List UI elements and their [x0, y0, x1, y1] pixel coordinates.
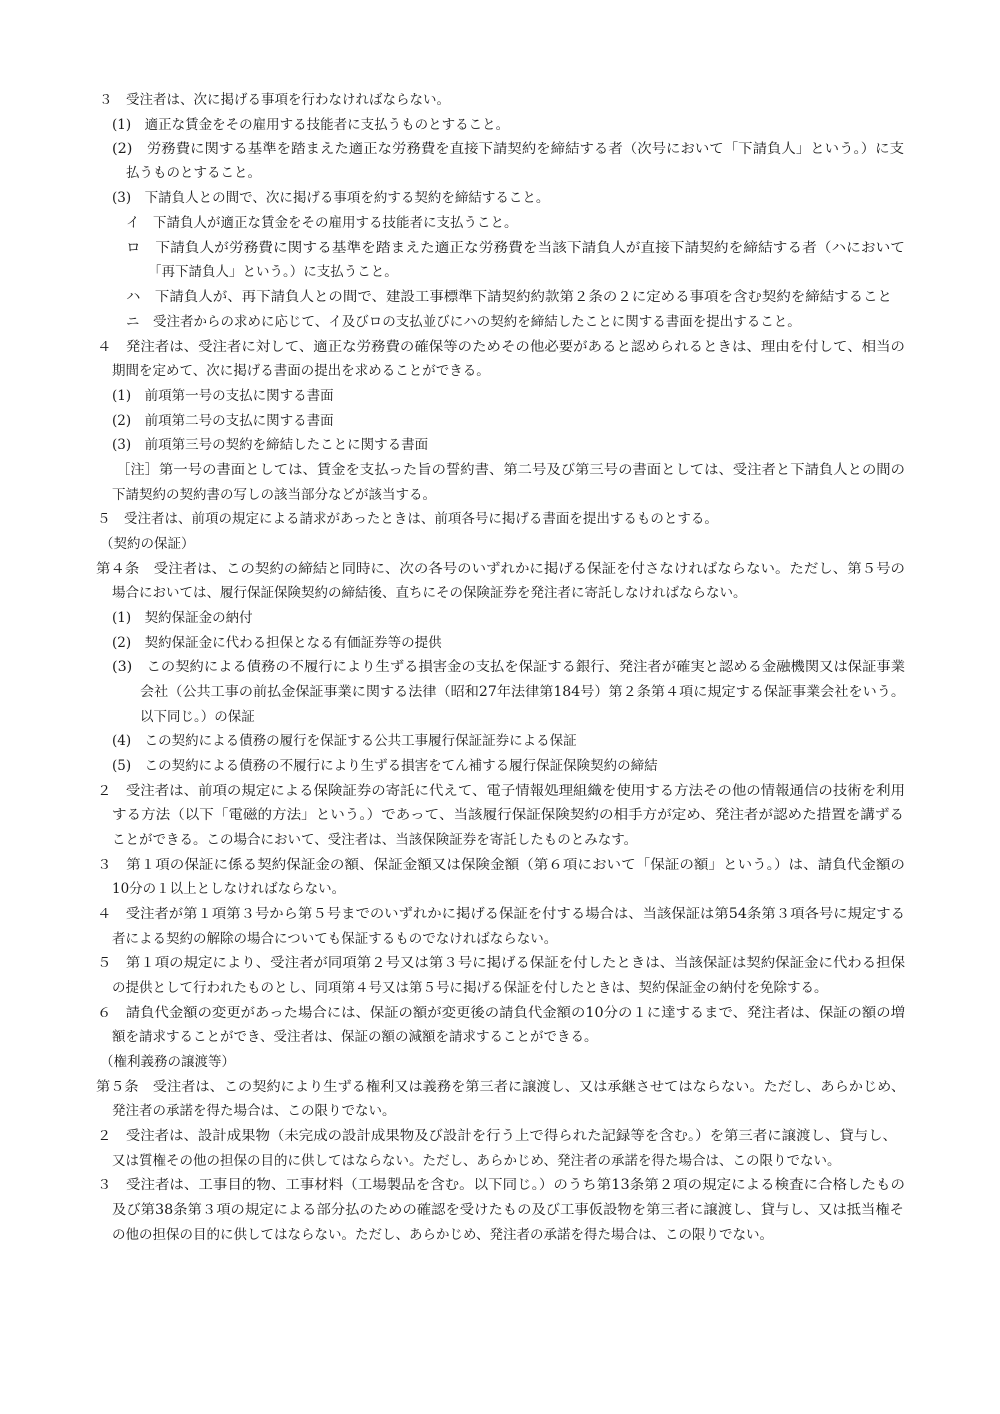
text-line: (2) 前項第二号の支払に関する書面 — [112, 413, 334, 429]
text-line: ことができる。この場合において、受注者は、当該保険証券を寄託したものとみなす。 — [112, 832, 638, 848]
text-line: (3) 下請負人との間で、次に掲げる事項を約する契約を締結すること。 — [112, 190, 550, 206]
text-line: ３ 受注者は、次に掲げる事項を行わなければならない。 — [99, 92, 450, 108]
text-line: ５ 第１項の規定により、受注者が同項第２号又は第３号に掲げる保証を付したときは、当該保証は契約保証金に代わる担保 — [97, 955, 906, 971]
text-line: 又は質権その他の担保の目的に供してはならない。ただし、あらかじめ、発注者の承諾を得た場合は、この限りでない。 — [112, 1153, 841, 1169]
text-line: ４ 受注者が第１項第３号から第５号までのいずれかに掲げる保証を付する場合は、当該保証は第54条第３項各号に規定する — [97, 906, 906, 922]
text-line: ３ 第１項の保証に係る契約保証金の額、保証金額又は保険金額（第６項において「保証の額」という。）は、請負代金額の — [97, 857, 905, 873]
text-line: (3) 前項第三号の契約を締結したことに関する書面 — [112, 437, 429, 453]
text-line: 「再下請負人」という。）に支払うこと。 — [148, 264, 398, 280]
text-line: 下請契約の契約書の写しの該当部分などが該当する。 — [112, 487, 436, 503]
text-line: ３ 受注者は、工事目的物、工事材料（工場製品を含む。以下同じ。）のうち第13条第２項の規定による検査に合格したもの — [97, 1177, 905, 1193]
text-line: (1) 前項第一号の支払に関する書面 — [112, 388, 334, 404]
text-line: (4) この契約による債務の履行を保証する公共工事履行保証証券による保証 — [112, 733, 577, 749]
text-line: 10分の１以上としなければならない。 — [112, 881, 346, 897]
text-line: （権利義務の譲渡等） — [100, 1054, 235, 1070]
text-line: 額を請求することができ、受注者は、保証の額の減額を請求することができる。 — [112, 1029, 598, 1045]
text-line: 払うものとすること。 — [126, 165, 261, 181]
text-line: 第４条 受注者は、この契約の締結と同時に、次の各号のいずれかに掲げる保証を付さなければならない。ただし、第５号の — [96, 561, 905, 577]
text-line: (2) 労務費に関する基準を踏まえた適正な労務費を直接下請契約を締結する者（次号において「下請負人」という。）に支 — [112, 141, 905, 157]
text-line: 以下同じ。）の保証 — [140, 709, 255, 725]
text-line: (1) 契約保証金の納付 — [112, 610, 253, 626]
text-line: （契約の保証） — [100, 536, 195, 552]
text-line: 期間を定めて、次に掲げる書面の提出を求めることができる。 — [112, 363, 490, 379]
text-line: ４ 発注者は、受注者に対して、適正な労務費の確保等のためその他必要があると認められるときは、理由を付して、相当の — [97, 339, 905, 355]
text-line: の他の担保の目的に供してはならない。ただし、あらかじめ、発注者の承諾を得た場合は、この限りでない。 — [112, 1227, 773, 1243]
text-line: ハ 下請負人が、再下請負人との間で、建設工事標準下請契約約款第２条の２に定める事項を含む契約を締結すること — [126, 289, 893, 305]
text-line: ２ 受注者は、前項の規定による保険証券の寄託に代えて、電子情報処理組織を使用する方法その他の情報通信の技術を利用 — [97, 783, 906, 799]
text-line: ロ 下請負人が労務費に関する基準を踏まえた適正な労務費を当該下請負人が直接下請契約を締結する者（ハにおいて — [126, 240, 905, 256]
text-line: ５ 受注者は、前項の規定による請求があったときは、前項各号に掲げる書面を提出するものとする。 — [97, 511, 718, 527]
text-line: 場合においては、履行保証保険契約の締結後、直ちにその保険証券を発注者に寄託しなければならない。 — [112, 585, 747, 601]
text-line: ６ 請負代金額の変更があった場合には、保証の額が変更後の請負代金額の10分の１に達するまで、発注者は、保証の額の増 — [97, 1005, 906, 1021]
text-line: (1) 適正な賃金をその雇用する技能者に支払うものとすること。 — [112, 117, 510, 133]
text-line: する方法（以下「電磁的方法」という。）であって、当該履行保証保険契約の相手方が定め、発注者が認めた措置を講ずる — [112, 807, 904, 823]
text-line: (3) この契約による債務の不履行により生ずる損害金の支払を保証する銀行、発注者が確実と認める金融機関又は保証事業 — [112, 659, 906, 675]
text-line: 者による契約の解除の場合についても保証するものでなければならない。 — [112, 931, 558, 947]
text-line: 会社（公共工事の前払金保証事業に関する法律（昭和27年法律第184号）第２条第４項に規定する保証事業会社をいう。 — [140, 684, 906, 700]
text-line: イ 下請負人が適正な賃金をその雇用する技能者に支払うこと。 — [126, 215, 518, 231]
text-line: ２ 受注者は、設計成果物（未完成の設計成果物及び設計を行う上で得られた記録等を含む。）を第三者に譲渡し、貸与し、 — [97, 1128, 897, 1144]
text-line: (2) 契約保証金に代わる担保となる有価証券等の提供 — [112, 635, 442, 651]
text-line: の提供として行われたものとし、同項第４号又は第５号に掲げる保証を付したときは、契約保証金の納付を免除する。 — [112, 980, 828, 996]
text-line: (5) この契約による債務の不履行により生ずる損害をてん補する履行保証保険契約の締結 — [112, 758, 658, 774]
text-line: ［注］第一号の書面としては、賃金を支払った旨の誓約書、第二号及び第三号の書面としては、受注者と下請負人との間の — [116, 462, 905, 478]
text-line: ニ 受注者からの求めに応じて、イ及びロの支払並びにハの契約を締結したことに関する書面を提出すること。 — [126, 314, 801, 330]
text-line: 発注者の承諾を得た場合は、この限りでない。 — [112, 1103, 396, 1119]
text-line: 第５条 受注者は、この契約により生ずる権利又は義務を第三者に譲渡し、又は承継させてはならない。ただし、あらかじめ、 — [96, 1079, 906, 1095]
text-line: 及び第38条第３項の規定による部分払のための確認を受けたもの及び工事仮設物を第三者に譲渡し、貸与し、又は抵当権そ — [112, 1202, 905, 1218]
